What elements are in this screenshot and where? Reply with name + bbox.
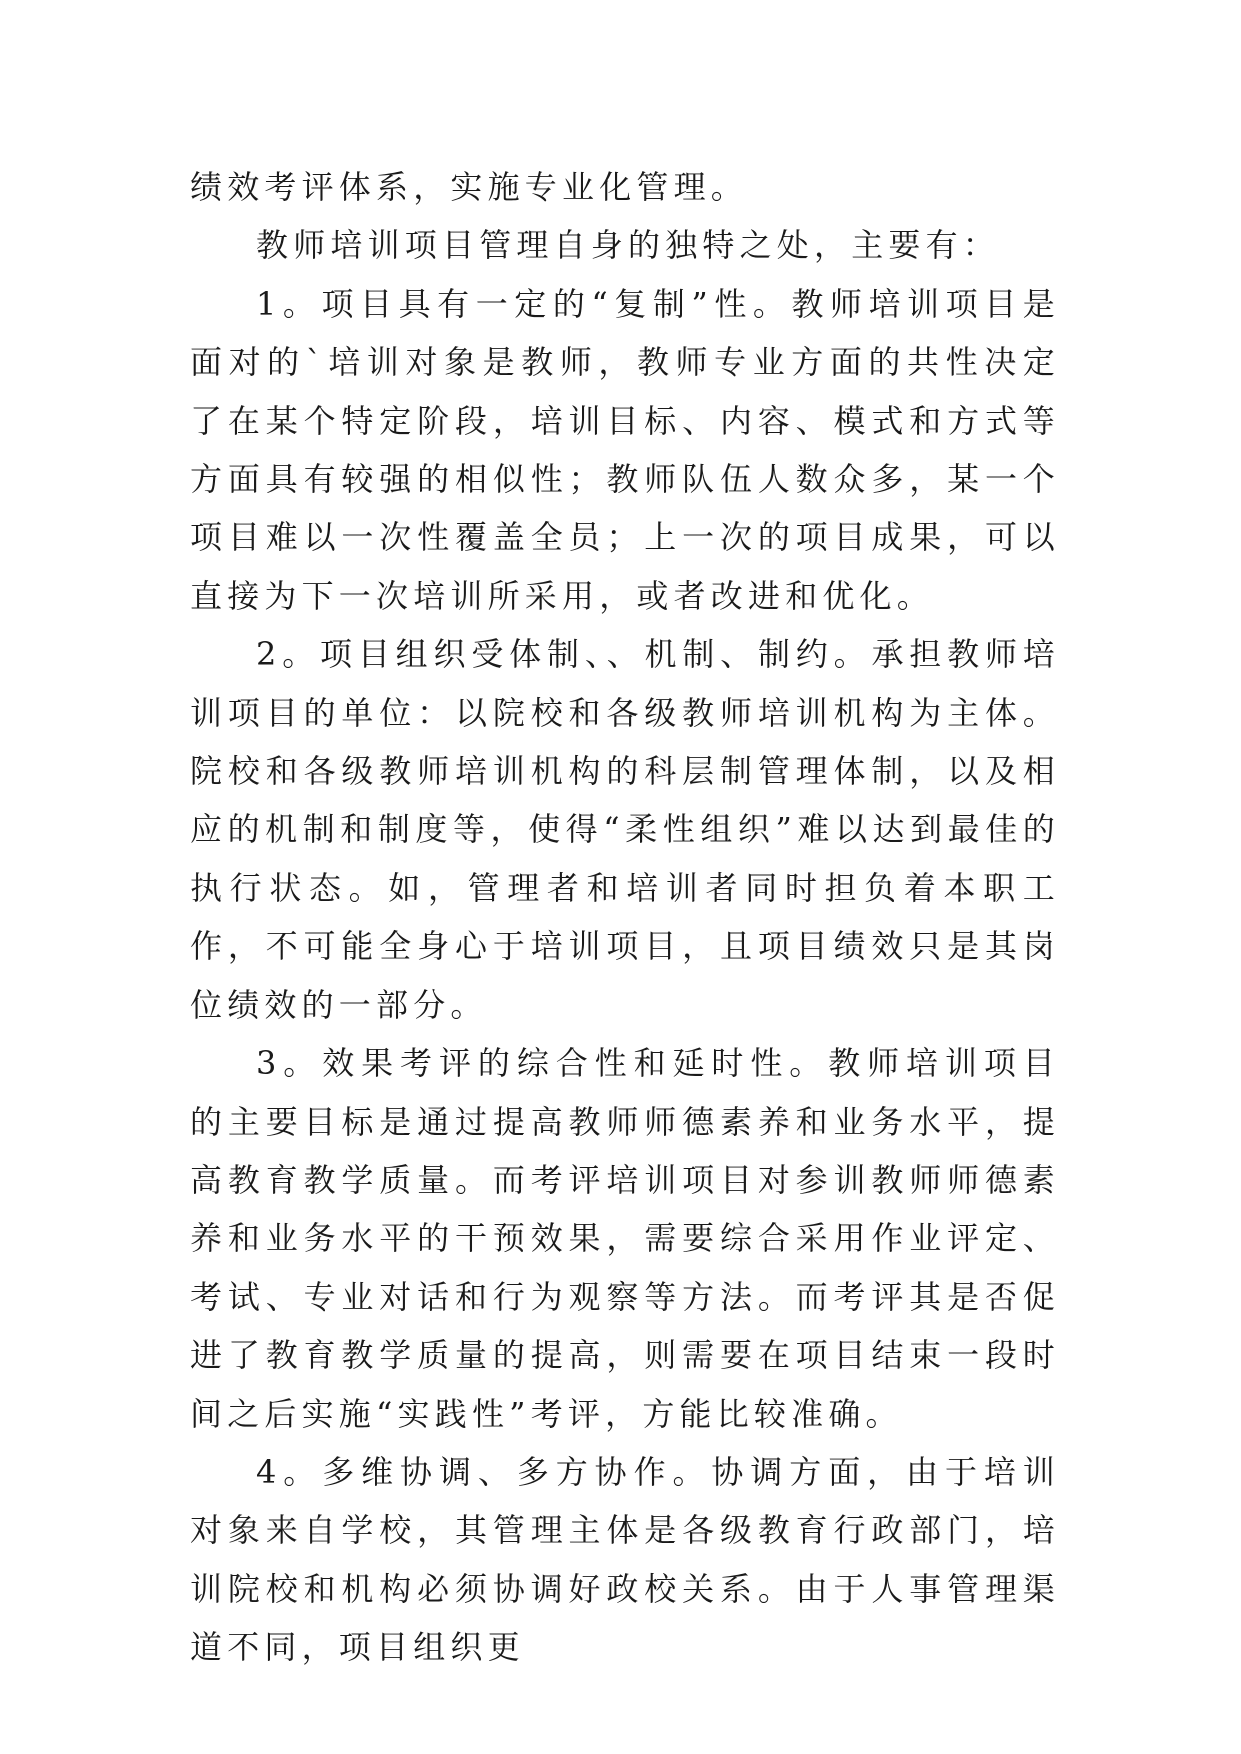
paragraph-continuation: 绩效考评体系，实施专业化管理。: [190, 168, 749, 206]
paragraph-point-2: 2。项目组织受体制、、机制、制约。承担教师培训项目的单位：以院校和各级教师培训机构为主体。院校和各级教师培训机构的科层制管理体制，以及相应的机制和制度等，使得“柔性组织”难以达到最佳的执行状态。如，管理者和培训者同时担负着本职工作，不可能全身心于培训项目，且项目绩效只是其岗位绩效的一部分。: [190, 635, 1060, 1024]
paragraph-intro: 教师培训项目管理自身的独特之处，主要有：: [256, 226, 1001, 265]
paragraph-point-1: 1。项目具有一定的“复制”性。教师培训项目是面对的`培训对象是教师，教师专业方面的共性决定了在某个特定阶段，培训目标、内容、模式和方式等方面具有较强的相似性；教师队伍人数众多，某一个项目难以一次性覆盖全员；上一次的项目成果，可以直接为下一次培训所采用，或者改进和优化。: [190, 284, 1060, 615]
document-body: [190, 158, 1060, 1677]
paragraph-point-3: 3。效果考评的综合性和延时性。教师培训项目的主要目标是通过提高教师师德素养和业务水平，提高教育教学质量。而考评培训项目对参训教师师德素养和业务水平的干预效果，需要综合采用作业评定、考试、专业对话和行为观察等方法。而考评其是否促进了教育教学质量的提高，则需要在项目结束一段时间之后实施“实践性”考评，方能比较准确。: [190, 1044, 1060, 1433]
paragraph-point-4: 4。多维协调、多方协作。协调方面，由于培训对象来自学校，其管理主体是各级教育行政部门，培训院校和机构必须协调好政校关系。由于人事管理渠道不同，项目组织更: [190, 1452, 1060, 1667]
